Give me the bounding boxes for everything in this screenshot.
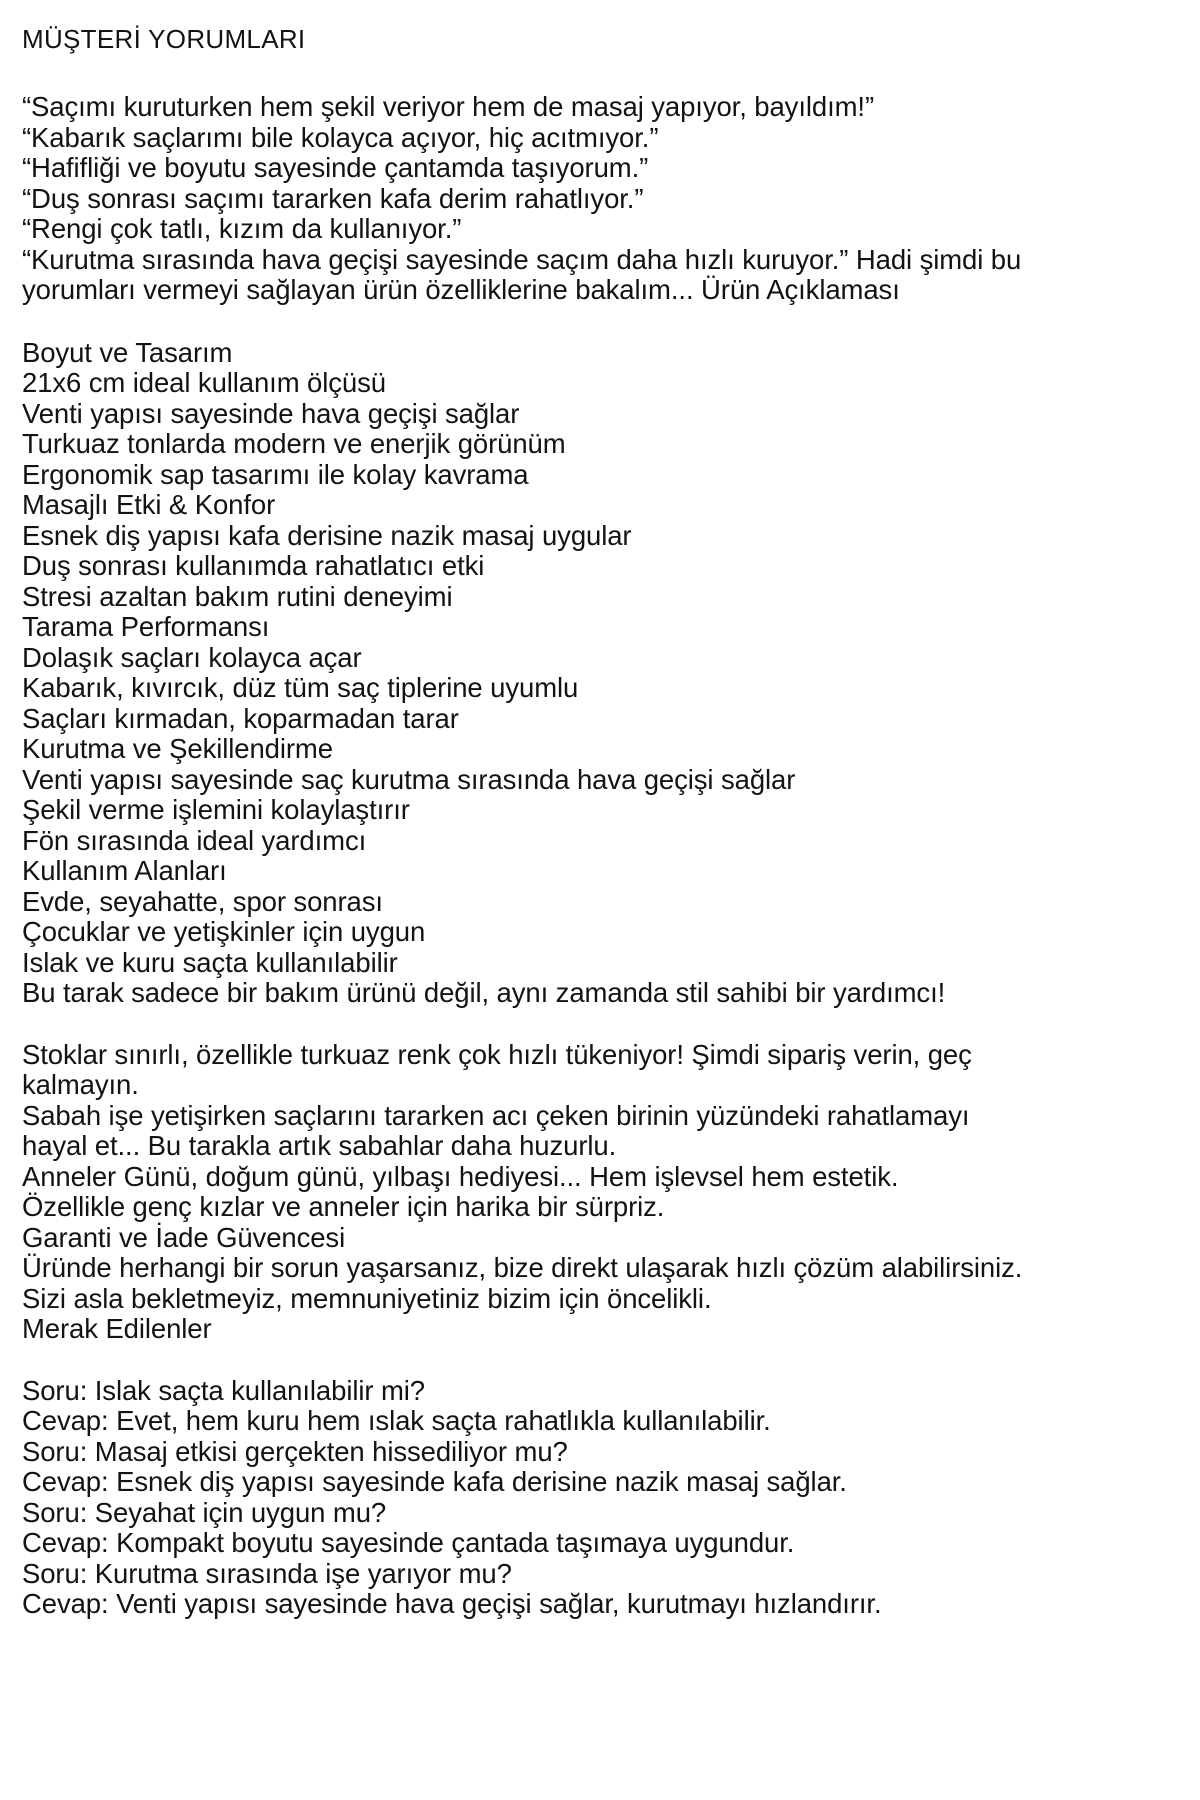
guarantee-text: Üründe herhangi bir sorun yaşarsanız, bize direkt ulaşarak hızlı çözüm alabilirsiniz. Sizi asla bekletmeyiz, memnuniyetiniz bizim için öncelikli. (22, 1252, 1030, 1314)
faq-question: Soru: Seyahat için uygun mu? (22, 1496, 387, 1528)
feature-item: Esnek diş yapısı kafa derisine nazik masaj uygular (22, 519, 632, 551)
faq-answer: Cevap: Kompakt boyutu sayesinde çantada taşımaya uygundur. (22, 1527, 795, 1558)
feature-item: Çocuklar ve yetişkinler için uygun (22, 916, 426, 947)
review-line: “Kabarık saçlarımı bile kolayca açıyor, hiç acıtmıyor.” (22, 121, 659, 153)
review-line: “Saçımı kuruturken hem şekil veriyor hem de masaj yapıyor, bayıldım!” (22, 91, 875, 122)
faq-answer: Cevap: Venti yapısı sayesinde hava geçişi sağlar, kurutmayı hızlandırır. (22, 1588, 882, 1619)
review-line: “Hafifliği ve boyutu sayesinde çantamda taşıyorum.” (22, 152, 649, 183)
promo-line: Stoklar sınırlı, özellikle turkuaz renk çok hızlı tükeniyor! Şimdi sipariş verin, geç kalmayın. (22, 1038, 980, 1100)
section-spacer (22, 306, 1178, 338)
feature-heading: Boyut ve Tasarım (22, 336, 233, 368)
faq-section (22, 1376, 1178, 1620)
review-line: “Duş sonrası saçımı tararken kafa derim rahatlıyor.” (22, 182, 644, 214)
feature-item: Evde, seyahatte, spor sonrası (22, 885, 383, 917)
feature-heading: Kullanım Alanları (22, 855, 227, 886)
section-spacer (22, 1345, 1178, 1376)
feature-closing-line: Bu tarak sadece bir bakım ürünü değil, aynı zamanda stil sahibi bir yardımcı! (22, 977, 946, 1008)
feature-item: Venti yapısı sayesinde hava geçişi sağlar (22, 397, 520, 429)
section-spacer (22, 1009, 1178, 1040)
feature-item: Ergonomik sap tasarımı ile kolay kavrama (22, 458, 529, 490)
faq-question: Soru: Islak saçta kullanılabilir mi? (22, 1374, 425, 1406)
faq-heading: Merak Edilenler (22, 1313, 212, 1344)
promo-line: Özellikle genç kızlar ve anneler için harika bir sürpriz. (22, 1191, 665, 1222)
customer-reviews-section (22, 92, 1178, 306)
feature-item: Dolaşık saçları kolayca açar (22, 641, 362, 673)
feature-heading: Masajlı Etki & Konfor (22, 489, 276, 520)
feature-item: Turkuaz tonlarda modern ve enerjik görünüm (22, 428, 566, 459)
faq-answer: Cevap: Evet, hem kuru hem ıslak saçta rahatlıkla kullanılabilir. (22, 1405, 771, 1436)
feature-heading: Kurutma ve Şekillendirme (22, 733, 333, 764)
feature-item: 21x6 cm ideal kullanım ölçüsü (22, 367, 386, 398)
feature-item: Fön sırasında ideal yardımcı (22, 824, 367, 856)
review-line: “Kurutma sırasında hava geçişi sayesinde saçım daha hızlı kuruyor.” Hadi şimdi bu yorumları vermeyi sağlayan ürün özelliklerine bakalım... Ürün Açıklaması (22, 243, 1029, 305)
feature-item: Stresi azaltan bakım rutini deneyimi (22, 580, 453, 612)
promo-line: Sabah işe yetişirken saçlarını tararken acı çeken birinin yüzündeki rahatlamayı hayal et... Bu tarakla artık sabahlar daha huzurlu. (22, 1099, 977, 1161)
faq-question: Soru: Kurutma sırasında işe yarıyor mu? (22, 1557, 512, 1589)
feature-item: Duş sonrası kullanımda rahatlatıcı etki (22, 550, 485, 581)
feature-item: Kabarık, kıvırcık, düz tüm saç tiplerine uyumlu (22, 672, 579, 703)
promotional-section (22, 1040, 1178, 1345)
promo-line: Anneler Günü, doğum günü, yılbaşı hediyesi... Hem işlevsel hem estetik. (22, 1160, 899, 1192)
feature-item: Şekil verme işlemini kolaylaştırır (22, 794, 410, 825)
feature-item: Saçları kırmadan, koparmadan tarar (22, 702, 459, 734)
faq-question: Soru: Masaj etkisi gerçekten hissediliyor mu? (22, 1435, 568, 1467)
feature-item: Islak ve kuru saçta kullanılabilir (22, 946, 398, 978)
feature-item: Venti yapısı sayesinde saç kurutma sırasında hava geçişi sağlar (22, 763, 796, 795)
faq-answer: Cevap: Esnek diş yapısı sayesinde kafa derisine nazik masaj sağlar. (22, 1466, 847, 1497)
feature-heading: Tarama Performansı (22, 611, 270, 642)
guarantee-heading: Garanti ve İade Güvencesi (22, 1221, 346, 1253)
review-line: “Rengi çok tatlı, kızım da kullanıyor.” (22, 213, 462, 244)
product-features-section (22, 338, 1178, 1009)
page-title: MÜŞTERİ YORUMLARI (22, 24, 306, 54)
